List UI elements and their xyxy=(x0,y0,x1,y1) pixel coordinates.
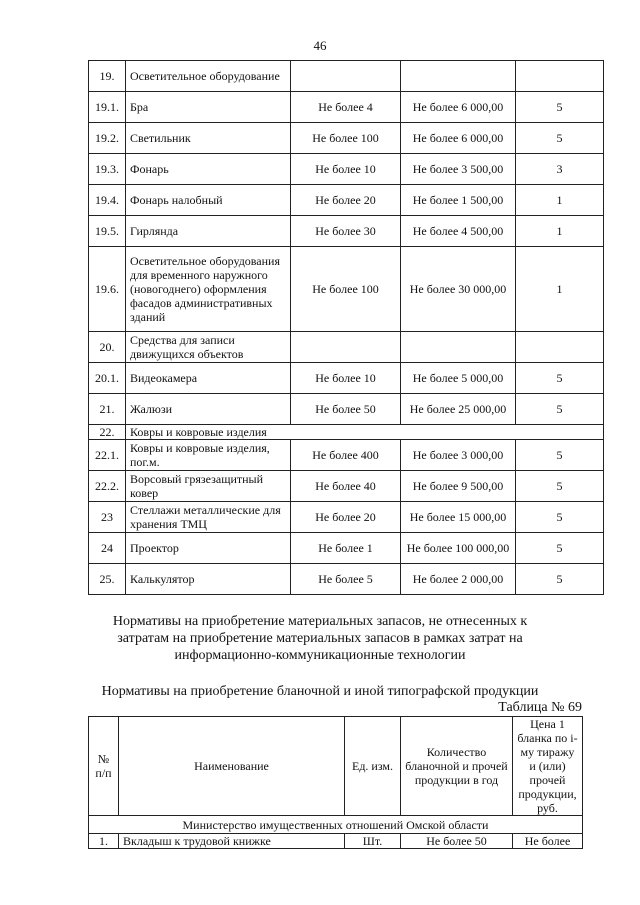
cell-limit: Не более 40 xyxy=(291,471,401,502)
cell-qty: Не более 50 xyxy=(401,834,513,849)
cell-term xyxy=(516,61,604,92)
cell-price: Не более 5 000,00 xyxy=(401,363,516,394)
cell-term: 5 xyxy=(516,533,604,564)
cell-term: 5 xyxy=(516,440,604,471)
cell-name: Светильник xyxy=(126,123,291,154)
cell-name: Ковры и ковровые изделия xyxy=(126,425,604,440)
cell-num: 20. xyxy=(89,332,126,363)
header-name: Наименование xyxy=(119,717,345,816)
cell-price: Не более 25 000,00 xyxy=(401,394,516,425)
cell-num: 24 xyxy=(89,533,126,564)
cell-name: Средства для записи движущихся объектов xyxy=(126,332,291,363)
cell-num: 19. xyxy=(89,61,126,92)
cell-num: 21. xyxy=(89,394,126,425)
cell-price: Не более 6 000,00 xyxy=(401,92,516,123)
cell-price: Не более 3 500,00 xyxy=(401,154,516,185)
cell-name: Бра xyxy=(126,92,291,123)
cell-num: 20.1. xyxy=(89,363,126,394)
cell-term: 5 xyxy=(516,471,604,502)
table-row xyxy=(89,363,604,394)
cell-name: Фонарь налобный xyxy=(126,185,291,216)
cell-num: 22.1. xyxy=(89,440,126,471)
cell-price: Не более 30 000,00 xyxy=(401,247,516,332)
cell-term: 5 xyxy=(516,502,604,533)
cell-price xyxy=(401,61,516,92)
section-row: Министерство имущественных отношений Омской области xyxy=(89,816,583,834)
cell-num: 19.1. xyxy=(89,92,126,123)
cell-price: Не более 1 500,00 xyxy=(401,185,516,216)
cell-price: Не более 15 000,00 xyxy=(401,502,516,533)
cell-price xyxy=(401,332,516,363)
cell-name: Ворсовый грязезащитный ковер xyxy=(126,471,291,502)
cell-num: 22. xyxy=(89,425,126,440)
header-qty: Количество бланочной и прочей продукции в год xyxy=(401,717,513,816)
cell-term: 5 xyxy=(516,363,604,394)
cell-limit: Не более 100 xyxy=(291,247,401,332)
cell-price: Не более 4 500,00 xyxy=(401,216,516,247)
table-row xyxy=(89,425,604,440)
cell-name: Осветительное оборудование xyxy=(126,61,291,92)
table-row xyxy=(89,92,604,123)
cell-limit: Не более 50 xyxy=(291,394,401,425)
cell-limit: Не более 1 xyxy=(291,533,401,564)
cell-limit: Не более 20 xyxy=(291,502,401,533)
cell-price: Не более 100 000,00 xyxy=(401,533,516,564)
table-row xyxy=(89,61,604,92)
cell-limit: Не более 100 xyxy=(291,123,401,154)
table-row xyxy=(89,471,604,502)
materials-norms-table xyxy=(88,60,604,595)
table-row xyxy=(89,564,604,595)
cell-price: Не более 6 000,00 xyxy=(401,123,516,154)
cell-name: Фонарь xyxy=(126,154,291,185)
cell-price: Не более xyxy=(513,834,583,849)
table-row xyxy=(89,834,583,849)
cell-limit: Не более 10 xyxy=(291,363,401,394)
table-row xyxy=(89,123,604,154)
table-row xyxy=(89,502,604,533)
cell-term: 1 xyxy=(516,185,604,216)
table-row xyxy=(89,185,604,216)
cell-name: Стеллажи металлические для хранения ТМЦ xyxy=(126,502,291,533)
cell-name: Калькулятор xyxy=(126,564,291,595)
table-row xyxy=(89,394,604,425)
cell-num: 1. xyxy=(89,834,119,849)
cell-limit: Не более 5 xyxy=(291,564,401,595)
header-unit: Ед. изм. xyxy=(345,717,401,816)
table-label: Таблица № 69 xyxy=(498,700,582,715)
cell-name: Проектор xyxy=(126,533,291,564)
cell-term: 1 xyxy=(516,247,604,332)
cell-num: 19.4. xyxy=(89,185,126,216)
cell-term: 1 xyxy=(516,216,604,247)
cell-limit: Не более 10 xyxy=(291,154,401,185)
cell-name: Гирлянда xyxy=(126,216,291,247)
cell-limit: Не более 20 xyxy=(291,185,401,216)
cell-num: 22.2. xyxy=(89,471,126,502)
cell-num: 19.3. xyxy=(89,154,126,185)
section-heading-materials: Нормативы на приобретение материальных запасов, не отнесенных к затратам на приобретение материальных запасов в рамках затрат на информационно-коммуникационные технологии xyxy=(112,614,528,663)
section-heading-printing: Нормативы на приобретение бланочной и иной типографской продукции xyxy=(101,684,539,699)
table-row xyxy=(89,332,604,363)
cell-term xyxy=(516,332,604,363)
page-number: 46 xyxy=(313,38,327,53)
header-num: № п/п xyxy=(89,717,119,816)
cell-term: 5 xyxy=(516,92,604,123)
cell-term: 5 xyxy=(516,123,604,154)
cell-num: 25. xyxy=(89,564,126,595)
cell-name: Осветительное оборудования для временного наружного (новогоднего) оформления фасадов административных зданий xyxy=(126,247,291,332)
header-price: Цена 1 бланка по i-му тиражу и (или) прочей продукции, руб. xyxy=(513,717,583,816)
cell-price: Не более 2 000,00 xyxy=(401,564,516,595)
table-row xyxy=(89,440,604,471)
cell-term: 3 xyxy=(516,154,604,185)
cell-name: Видеокамера xyxy=(126,363,291,394)
cell-price: Не более 9 500,00 xyxy=(401,471,516,502)
cell-price: Не более 3 000,00 xyxy=(401,440,516,471)
cell-unit: Шт. xyxy=(345,834,401,849)
table-row xyxy=(89,533,604,564)
printing-norms-table xyxy=(88,716,583,849)
cell-limit xyxy=(291,61,401,92)
table-row xyxy=(89,216,604,247)
cell-term: 5 xyxy=(516,564,604,595)
cell-limit: Не более 30 xyxy=(291,216,401,247)
cell-name: Жалюзи xyxy=(126,394,291,425)
cell-limit: Не более 4 xyxy=(291,92,401,123)
cell-num: 19.5. xyxy=(89,216,126,247)
cell-num: 19.6. xyxy=(89,247,126,332)
cell-limit: Не более 400 xyxy=(291,440,401,471)
cell-limit xyxy=(291,332,401,363)
cell-name: Ковры и ковровые изделия, пог.м. xyxy=(126,440,291,471)
table-row xyxy=(89,247,604,332)
cell-name: Вкладыш к трудовой книжке xyxy=(119,834,345,849)
cell-term: 5 xyxy=(516,394,604,425)
cell-num: 19.2. xyxy=(89,123,126,154)
cell-num: 23 xyxy=(89,502,126,533)
table-row xyxy=(89,154,604,185)
